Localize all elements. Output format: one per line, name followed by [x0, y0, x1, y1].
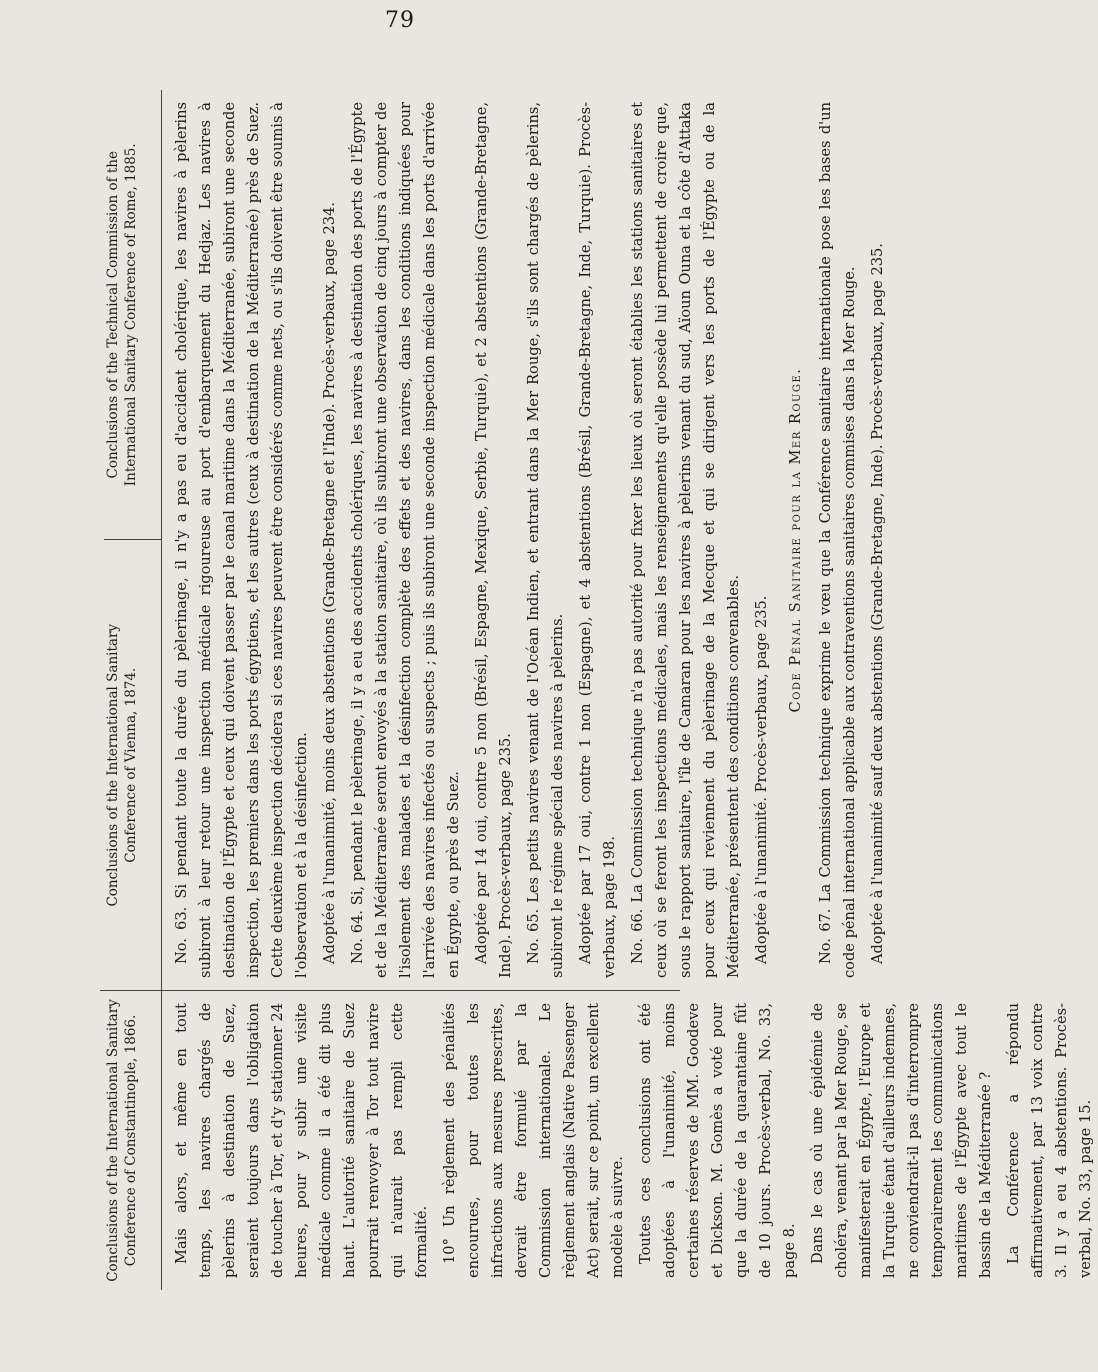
entry-63-text: No. 63. Si pendant toute la durée du pèlerinage, il n'y a pas eu d'accident cholérique, les navires à pèlerins subiront à leur retour une inspection médicale rigoureuse au port d'embarquement du Hedjaz. Les navires à destination de l'Égypte et ceux qui doivent passer par le canal maritime dans la Méditerranée, subiront une seconde inspection, les premiers dans les ports égyptiens, et les autres (ceux à destination de la Méditerranée) près de Suez. Cette deuxième inspection décidera si ces navires peuvent être considérés comme nets, ou s'ils doivent être soumis à l'observation et à la désinfection. [173, 102, 310, 978]
entry-66-vote: Adoptée à l'unanimité. Procès-verbaux, page 235. [753, 595, 770, 964]
constantinople-header-line1: Conclusions of the International Sanitary [105, 999, 121, 1282]
rome-header-line2: International Sanitary Conference of Rome, 1885. [123, 143, 139, 487]
rotated-table [100, 90, 1094, 1290]
paragraph: Toutes ces conclusions ont été adoptées à l'unanimité, moins certaines réserves de MM. Goodeve et Dickson. M. Gomès a voté pour que la durée de la quarantaine fût de 10 jours. Procès-verbal, No. 33, page 8. [637, 1003, 798, 1278]
constantinople-column [100, 990, 1094, 1290]
paragraph: 10° Un règlement des pénalités encourues, pour toutes les infractions aux mesures prescrites, devrait être formulé par la Commission internationale. Le règlement anglais (Native Passenger Act) serait, sur ce point, un excellent modèle à suivre. [441, 1003, 626, 1278]
vienna-header-line2: Conference of Vienna, 1874. [123, 667, 139, 863]
vienna-rome-header [100, 90, 162, 990]
entry-67-vote: Adoptée à l'unanimité sauf deux abstentions (Grande-Bretagne, Inde). Procès-verbaux, page 235. [869, 243, 886, 964]
entry-64-text: No. 64. Si, pendant le pèlerinage, il y a eu des accidents cholériques, les navires à destination des ports de l'Égypte et de la Méditerranée seront envoyés à la station sanitaire, où ils subiront une observation de cinq jours à compter de l'isolement des malades et la désinfection complète des effets et des navires, dans les conditions indiquées pour l'arrivée des navires infectés ou suspects ; puis ils subiront une seconde inspection médicale dans les ports d'arrivée en Égypte, ou près de Suez. [349, 102, 462, 978]
section-heading: Code Pénal Sanitaire pour la Mer Rouge. [787, 367, 804, 713]
vienna-header-line1: Conclusions of the International Sanitary [105, 623, 121, 907]
entry-66-text: No. 66. La Commission technique n'a pas autorité pour fixer les lieux où seront établies les stations sanitaires et ceux où se feront les inspections médicales, mais les renseignements qu'elle possède lui permettent de croire que, sous le rapport sanitaire, l'île de Camaran pour les navires à pèlerins venant du sud, Aïoun Ouna et la côte d'Attaka pour ceux qui reviennent du pèlerinage de la Mecque et qui se dirigent vers les ports de l'Égypte ou de la Méditerranée, présentent des conditions convenables. [629, 102, 742, 978]
paragraph: La Conférence a répondu affirmativement, par 13 voix contre 3. Il y a eu 4 abstentions. Procès-verbal, No. 33, page 15. [1005, 1003, 1094, 1278]
rome-header [104, 90, 161, 540]
vienna-header [104, 540, 161, 991]
entry-65-text: No. 65. Les petits navires venant de l'Océan Indien, et entrant dans la Mer Rouge, s'ils sont chargés de pèlerins, subiront le régime spécial des navires à pèlerins. [525, 102, 566, 978]
entry-67-text: No. 67. La Commission technique exprime le vœu que la Conférence sanitaire internationale pose les bases d'un code pénal international applicable aux contraventions sanitaires commises dans la Mer Rouge. [817, 102, 858, 978]
rome-header-line1: Conclusions of the Technical Commission of the [105, 151, 121, 479]
paragraph: Dans le cas où une épidémie de choléra, venant par la Mer Rouge, se manifesterait en Égypte, l'Europe et la Turquie étant d'ailleurs indemnes, ne conviendrait-il pas d'interrompre temporairement les communications maritimes de l'Égypte avec tout le bassin de la Méditerranée ? [809, 1003, 994, 1278]
paragraph: Mais alors, et même en tout temps, les navires chargés de pèlerins à destination de Suez, seraient toujours dans l'obligation de toucher à Tor, et d'y stationner 24 heures, pour y subir une visite médicale comme il a été dit plus haut. L'autorité sanitaire de Suez pourrait renvoyer à Tor tout navire qui n'aurait pas rempli cette formalité. [173, 1003, 430, 1278]
constantinople-header [100, 991, 162, 1290]
page-number: 79 [385, 8, 415, 33]
entry-63-vote: Adoptée à l'unanimité, moins deux abstentions (Grande-Bretagne et l'Inde). Procès-verbaux, page 234. [321, 202, 338, 964]
constantinople-header-line2: Conference of Constantinople, 1866. [123, 1014, 139, 1267]
vienna-rome-column [100, 90, 886, 990]
entry-64-vote: Adoptée par 14 oui, contre 5 non (Brésil, Espagne, Mexique, Serbie, Turquie), et 2 abstentions (Grande-Bretagne, Inde). Procès-verbaux, page 235. [473, 102, 514, 978]
entry-65-vote: Adoptée par 17 oui, contre 1 non (Espagne), et 4 abstentions (Brésil, Grande-Bretagne, Inde, Turquie). Procès-verbaux, page 198. [577, 102, 618, 978]
